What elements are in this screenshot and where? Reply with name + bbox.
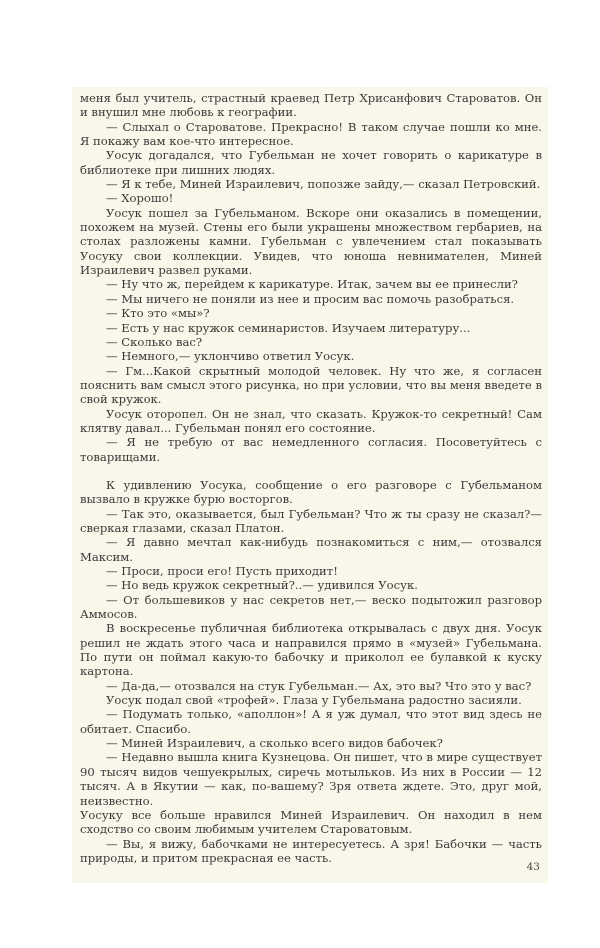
paragraph: — Но ведь кружок секретный?..— удивился Уосук. [106,578,418,593]
paragraph: меня был учитель, страстный краевед Петр Хрисанфович Староватов. Он и внушил мне любовь к географии. [80,91,542,120]
paragraph: — Подумать только, «аполлон»! А я уж думал, что этот вид здесь не обитает. Спасибо. [80,707,542,736]
paragraph: — Миней Израилевич, а сколько всего видов бабочек? [106,736,443,751]
paragraph: — Я к тебе, Миней Израилевич, попозже зайду,— сказал Петровский. [106,177,541,192]
paragraph: — Недавно вышла книга Кузнецова. Он пишет, что в мире существует 90 тысяч видов чешуекрылых, сиречь мотыльков. Из них в России — 12 тысяч. А в Якутии — как, по-вашему? Зря ответа ждете. Это, друг мой, неизвестно. [80,750,542,808]
paragraph: — Мы ничего не поняли из нее и просим вас помочь разобраться. [106,291,515,306]
paragraph: — Ну что ж, перейдем к карикатуре. Итак, зачем вы ее принесли? [106,277,518,292]
paragraph: Уосук догадался, что Губельман не хочет говорить о карикатуре в библиотеке при лишних людях. [80,148,542,177]
page-body-text [80,91,542,865]
paragraph: Уосук оторопел. Он не знал, что сказать. Кружок-то секретный! Сам клятву давал... Губельман понял его состояние. [80,406,542,435]
book-page [72,87,548,883]
paragraph: — От большевиков у нас секретов нет,— веско подытожил разговор Аммосов. [80,592,542,622]
paragraph: — Слыхал о Староватове. Прекрасно! В таком случае пошли ко мне. Я покажу вам кое-что интересное. [80,119,542,149]
paragraph: — Вы, я вижу, бабочками не интересуетесь. А зря! Бабочки — часть природы, и притом прекрасная ее часть. [80,836,542,865]
paragraph: — Да-да,— отозвался на стук Губельман.— Ах, это вы? Что это у вас? [106,678,532,693]
paragraph: — Сколько вас? [106,334,203,349]
paragraph: — Я давно мечтал как-нибудь познакомиться с ним,— отозвался Максим. [80,535,542,564]
paragraph: Уосук пошел за Губельманом. Вскоре они оказались в помещении, похожем на музей. Стены его были украшены множеством гербариев, на столах разложены камни. Губельман с увлечением стал показывать Уосуку свои коллекции. Увидев, что юноша невнимателен, Миней Израилевич развел руками. [80,205,542,278]
paragraph: — Есть у нас кружок семинаристов. Изучаем литературу... [106,320,471,335]
paragraph: Уосуку все больше нравился Миней Израилевич. Он находил в нем сходство со своим любимым учителем Староватовым. [80,807,542,837]
paragraph: Уосук подал свой «трофей». Глаза у Губельмана радостно засияли. [106,693,522,708]
paragraph: — Я не требую от вас немедленного согласия. Посоветуйтесь с товарищами. [80,435,542,464]
paragraph: К удивлению Уосука, сообщение о его разговоре с Губельманом вызвало в кружке бурю восторгов. [80,477,542,507]
paragraph: В воскресенье публичная библиотека открывалась с двух дня. Уосук решил не ждать этого часа и направился прямо в «музей» Губельмана. По пути он поймал какую-то бабочку и приколол ее булавкой к куску картона. [80,621,542,679]
paragraph: — Хорошо! [106,191,174,206]
paragraph: — Гм...Какой скрытный молодой человек. Ну что же, я согласен пояснить вам смысл этого рисунка, но при условии, что вы меня введете в свой кружок. [80,363,542,407]
paragraph: — Немного,— уклончиво ответил Уосук. [106,349,355,364]
page-number: 43 [526,861,540,873]
paragraph: — Проси, проси его! Пусть приходит! [106,564,338,578]
paragraph: — Кто это «мы»? [106,306,210,321]
paragraph: — Так это, оказывается, был Губельман? Что ж ты сразу не сказал?— сверкая глазами, сказал Платон. [80,506,542,535]
